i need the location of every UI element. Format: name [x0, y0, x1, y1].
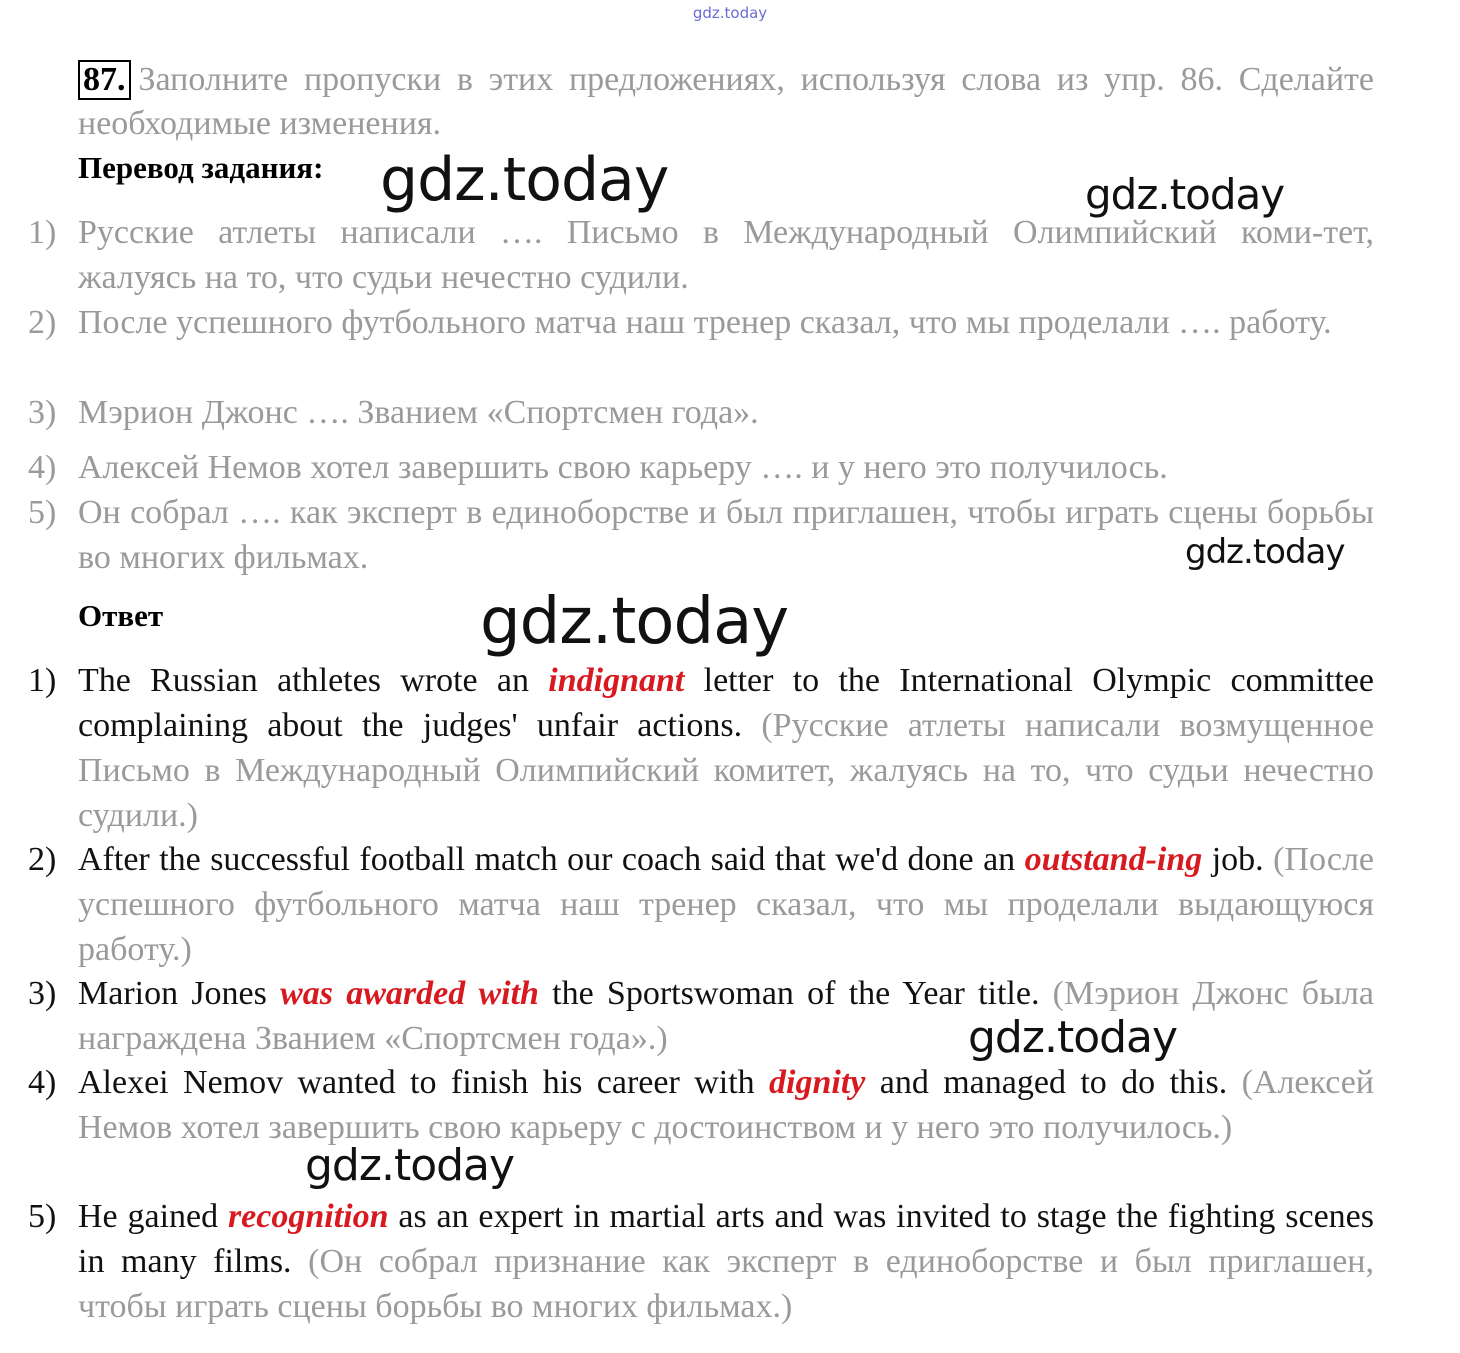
- answer-en-before: After the successful football match our coach said that we'd done an: [78, 841, 1025, 878]
- watermark: gdz.today: [1085, 170, 1285, 219]
- item-number: 4): [28, 1064, 57, 1101]
- item-number: 3): [28, 394, 57, 431]
- answer-en-before: The Russian athletes wrote an: [78, 662, 549, 699]
- item-number: 5): [28, 1198, 57, 1235]
- translation-item: [28, 490, 1374, 580]
- answer-en-before: Alexei Nemov wanted to finish his career with: [78, 1064, 770, 1101]
- item-text: Мэрион Джонс …. Званием «Спортсмен года».: [78, 394, 759, 431]
- answer-en-after: job.: [1202, 841, 1274, 878]
- answer-translation: (Мэрион Джонс была награждена Званием «Спортсмен года».): [78, 975, 1374, 1057]
- watermark: gdz.today: [968, 1012, 1178, 1063]
- item-number: 2): [28, 841, 57, 878]
- answer-translation: (Русские атлеты написали возмущенное Письмо в Международный Олимпийский комитет, жалуясь на то, что судьи нечестно судили.): [78, 707, 1374, 834]
- translation-item: [28, 445, 1374, 490]
- item-number: 2): [28, 304, 57, 341]
- answer-text: [78, 971, 1374, 1061]
- item-text: Он собрал …. как эксперт в единоборстве и был приглашен, чтобы играть сцены борьбы во многих фильмах.: [78, 494, 1374, 576]
- translation-item: [28, 210, 1374, 300]
- item-number: 1): [28, 214, 57, 251]
- answer-keyword: outstand-ing: [1024, 841, 1203, 878]
- answer-heading: Ответ: [78, 598, 164, 633]
- answer-translation: (Алексей Немов хотел завершить свою карьеру с достоинством и у него это получилось.): [78, 1064, 1374, 1146]
- answer-en-before: He gained: [78, 1198, 228, 1235]
- answer-text: [78, 1194, 1374, 1329]
- answer-keyword: indignant: [548, 662, 685, 699]
- top-watermark: gdz.today: [692, 4, 768, 22]
- answer-keyword: was awarded with: [280, 975, 539, 1012]
- item-text: Алексей Немов хотел завершить свою карьеру …. и у него это получилось.: [78, 449, 1168, 486]
- translation-heading: Перевод задания:: [78, 150, 324, 185]
- answer-en-after: the Sportswoman of the Year title.: [538, 975, 1053, 1012]
- answer-item: [28, 837, 1374, 972]
- task-number: 87.: [78, 60, 131, 100]
- task-statement: [78, 58, 1374, 146]
- item-text: Русские атлеты написали …. Письмо в Международный Олимпийский коми-тет, жалуясь на то, что судьи нечестно судили.: [78, 214, 1374, 296]
- answer-text: [78, 837, 1374, 972]
- watermark: gdz.today: [1185, 532, 1345, 572]
- item-text: После успешного футбольного матча наш тренер сказал, что мы проделали …. работу.: [78, 304, 1332, 341]
- watermark: gdz.today: [480, 585, 789, 659]
- answer-translation: (Он собрал признание как эксперт в единоборстве и был приглашен, чтобы играть сцены борьбы во многих фильмах.): [78, 1243, 1374, 1325]
- answer-translation: (После успешного футбольного матча наш тренер сказал, что мы проделали выдающуюся работу.): [78, 841, 1374, 968]
- item-number: 3): [28, 975, 57, 1012]
- answer-keyword: dignity: [769, 1064, 866, 1101]
- answer-en-after: letter to the International Olympic committee complaining about the judges' unfair actions.: [78, 662, 1375, 744]
- translation-item: [28, 300, 1374, 345]
- answer-item: [28, 1060, 1374, 1150]
- answer-en-after: and managed to do this.: [865, 1064, 1242, 1101]
- item-number: 5): [28, 494, 57, 531]
- item-number: 4): [28, 449, 57, 486]
- watermark: gdz.today: [380, 145, 669, 215]
- answer-item: [28, 1194, 1374, 1329]
- task-text: Заполните пропуски в этих предложениях, используя слова из упр. 86. Сделайте необходимые изменения.: [78, 61, 1374, 142]
- item-number: 1): [28, 662, 57, 699]
- translation-item: [28, 390, 1374, 435]
- answer-en-after: as an expert in martial arts and was invited to stage the fighting scenes in many films.: [78, 1198, 1374, 1280]
- answer-text: [78, 658, 1374, 838]
- answer-text: [78, 1060, 1374, 1150]
- answer-item: [28, 658, 1374, 838]
- answer-en-before: Marion Jones: [78, 975, 281, 1012]
- watermark: gdz.today: [305, 1140, 515, 1191]
- answer-keyword: recognition: [227, 1198, 389, 1235]
